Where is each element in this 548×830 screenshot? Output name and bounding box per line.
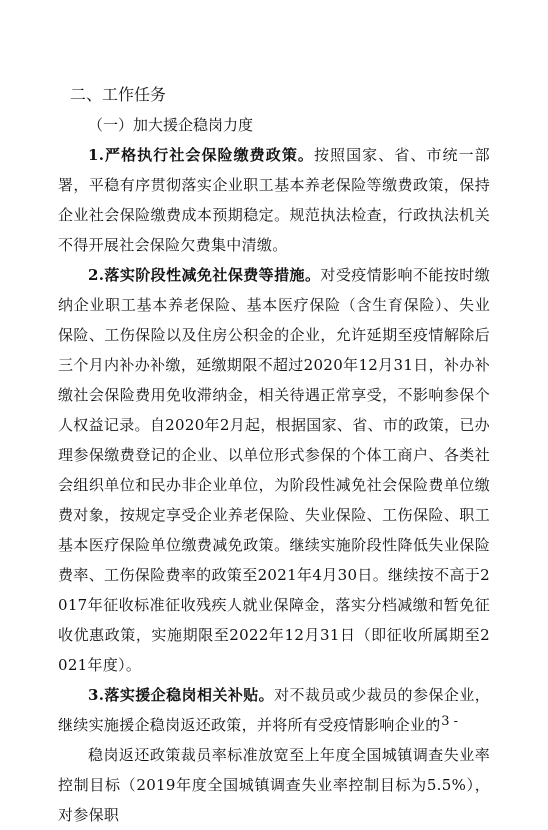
paragraph-2-body: 对受疫情影响不能按时缴纳企业职工基本养老保险、基本医疗保险（含生育保险）、失业保险、工伤保险以及住房公积金的企业，允许延期至疫情解除后三个月内补办补缴，延缴期限不超过2020年12月31日，补办补缴社会保险费用免收滞纳金，相关待遇正常享受，不影响参保个人权益记录。自2020年2月起，根据国家、省、市的政策，已办理参保缴费登记的企业、以单位形式参保的个体工商户、各类社会组织单位和民办非企业单位，为阶段性减免社会保险费单位缴费对象，按规定享受企业养老保险、失业保险、工伤保险、职工基本医疗保险单位缴费减免政策。继续实施阶段性降低失业保险费率、工伤保险费率的政策至2021年4月30日。继续按不高于2017年征收标准征收残疾人就业保障金，落实分档减缴和暂免征收优惠政策，实施期限至2022年12月31日（即征收所属期至2021年度）。 bbox=[58, 266, 490, 674]
paragraph-1-lead: 1.严格执行社会保险缴费政策。 bbox=[88, 146, 314, 164]
paragraph-3-body: 对不裁员或少裁员的参保企业，继续实施援企稳岗返还政策，并将所有受疫情影响企业的 bbox=[58, 686, 491, 734]
paragraph-2-lead: 2.落实阶段性减免社保费等措施。 bbox=[88, 266, 321, 284]
paragraph-1 bbox=[58, 140, 490, 260]
paragraph-1-body: 按照国家、省、市统一部署，平稳有序贯彻落实企业职工基本养老保险等缴费政策，保持企业社会保险缴费成本预期稳定。规范执法检查，行政执法机关不得开展社会保险欠费集中清缴。 bbox=[58, 146, 490, 254]
paragraph-4-body: 稳岗返还政策裁员率标准放宽至上年度全国城镇调查失业率控制目标（2019年度全国城镇调查失业率控制目标为5.5%），对参保职 bbox=[58, 746, 490, 824]
paragraph-3-lead: 3.落实援企稳岗相关补贴。 bbox=[88, 686, 275, 704]
section-heading: 二、工作任务 bbox=[70, 85, 167, 104]
page-number: - 3 - bbox=[432, 714, 458, 729]
paragraph-4 bbox=[58, 740, 490, 830]
paragraph-2 bbox=[58, 260, 490, 680]
paragraph-3 bbox=[58, 680, 490, 740]
subsection-heading: （一）加大援企稳岗力度 bbox=[88, 116, 254, 134]
